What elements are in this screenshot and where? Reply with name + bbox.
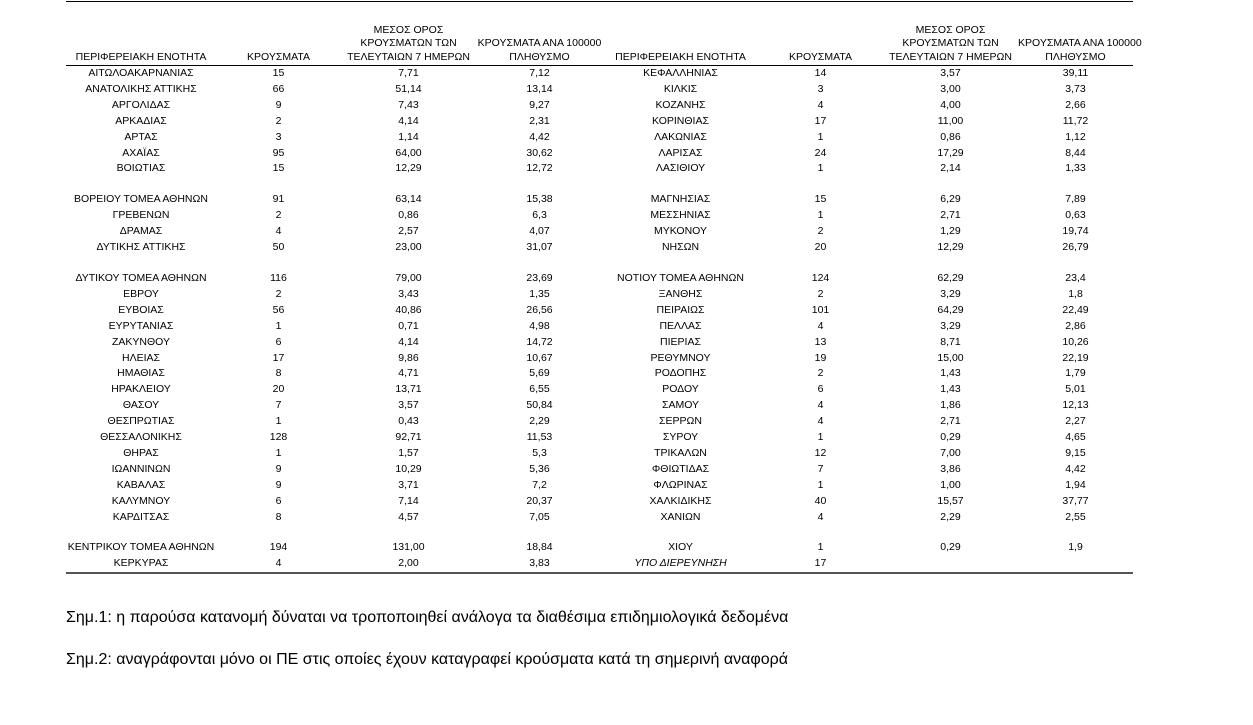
- table-row: [66, 130, 1133, 146]
- left-region-cell: ΑΧΑΪΑΣ: [122, 146, 160, 159]
- table-row: [66, 240, 1133, 256]
- left-per100k-cell: 2,29: [529, 415, 550, 428]
- table-row: [66, 192, 1133, 208]
- right-cases-cell: 2: [817, 367, 824, 380]
- left-per100k-cell: 31,07: [526, 241, 553, 254]
- right-per100k-cell: 1,12: [1065, 130, 1086, 143]
- header-cases-right: ΚΡΟΥΣΜΑΤΑ: [758, 2, 883, 66]
- right-region-cell: ΧΙΟΥ: [668, 541, 693, 554]
- left-region-cell: ΗΛΕΙΑΣ: [121, 351, 160, 364]
- right-region-cell: ΝΗΣΩΝ: [661, 241, 700, 254]
- right-per100k-cell: 0,63: [1065, 209, 1086, 222]
- table-row: [66, 414, 1133, 430]
- right-cases-cell: 101: [811, 303, 830, 316]
- right-region-cell: ΜΕΣΣΗΝΙΑΣ: [650, 209, 711, 222]
- left-per100k-cell: 15,38: [526, 193, 553, 206]
- right-avg7-cell: 3,29: [940, 319, 961, 332]
- right-avg7-cell: 1,00: [940, 478, 961, 491]
- left-per100k-cell: 20,37: [526, 494, 553, 507]
- left-per100k-cell: 5,69: [529, 367, 550, 380]
- right-avg7-cell: 1,43: [940, 367, 961, 380]
- header-per100k-right: ΚΡΟΥΣΜΑΤΑ ΑΝΑ 100000 ΠΛΗΘΥΣΜΟ: [1018, 2, 1133, 66]
- left-avg7-cell: 131,00: [392, 541, 425, 554]
- right-avg7-cell: 62,29: [937, 271, 964, 284]
- right-cases-cell: 4: [817, 510, 824, 523]
- left-region-cell: ΔΡΑΜΑΣ: [119, 225, 163, 238]
- right-region-cell: ΧΑΝΙΩΝ: [660, 510, 701, 523]
- right-avg7-cell: 0,86: [940, 130, 961, 143]
- left-per100k-cell: 7,05: [529, 510, 550, 523]
- left-cases-cell: 194: [269, 541, 288, 554]
- left-avg7-cell: 13,71: [395, 383, 422, 396]
- right-region-cell: ΣΥΡΟΥ: [662, 431, 699, 444]
- spacer-row: [66, 525, 1133, 540]
- left-per100k-cell: 10,67: [526, 351, 553, 364]
- table-row: [66, 161, 1133, 177]
- right-avg7-cell: [883, 556, 1018, 573]
- spacer-cell: [66, 256, 1133, 271]
- right-region-cell: ΥΠΟ ΔΙΕΡΕΥΝΗΣΗ: [634, 557, 727, 570]
- table-row: [66, 82, 1133, 98]
- left-region-cell: ΚΕΡΚΥΡΑΣ: [113, 557, 169, 570]
- spacer-row: [66, 177, 1133, 192]
- right-per100k-cell: 12,13: [1062, 399, 1089, 412]
- right-cases-cell: 24: [814, 146, 827, 159]
- left-per100k-cell: 14,72: [526, 335, 553, 348]
- right-avg7-cell: 4,00: [940, 98, 961, 111]
- right-cases-cell: 6: [817, 383, 824, 396]
- left-per100k-cell: 11,53: [526, 431, 553, 444]
- left-avg7-cell: 1,14: [398, 130, 419, 143]
- left-avg7-cell: 1,57: [398, 446, 419, 459]
- left-cases-cell: 6: [275, 494, 282, 507]
- right-per100k-cell: 26,79: [1062, 241, 1089, 254]
- left-region-cell: ΘΕΣΣΑΛΟΝΙΚΗΣ: [100, 431, 182, 444]
- right-cases-cell: 4: [817, 415, 824, 428]
- right-region-cell: ΡΕΘΥΜΝΟΥ: [650, 351, 711, 364]
- right-per100k-cell: 22,19: [1062, 351, 1089, 364]
- left-cases-cell: 7: [275, 399, 282, 412]
- header-region-right: ΠΕΡΙΦΕΡΕΙΑΚΗ ΕΝΟΤΗΤΑ: [603, 2, 758, 66]
- left-avg7-cell: 7,43: [398, 98, 419, 111]
- left-cases-cell: 128: [269, 431, 288, 444]
- right-per100k-cell: 8,44: [1065, 146, 1086, 159]
- right-region-cell: ΠΙΕΡΙΑΣ: [660, 335, 701, 348]
- right-region-cell: ΧΑΛΚΙΔΙΚΗΣ: [649, 494, 712, 507]
- spacer-cell: [66, 177, 1133, 192]
- table-row: [66, 382, 1133, 398]
- right-per100k-cell: 22,49: [1062, 303, 1089, 316]
- right-avg7-cell: 2,29: [940, 510, 961, 523]
- left-cases-cell: 2: [275, 114, 282, 127]
- table-row: [66, 287, 1133, 303]
- right-cases-cell: 1: [817, 541, 824, 554]
- right-per100k-cell: 23,4: [1065, 271, 1086, 284]
- right-per100k-cell: 10,26: [1062, 335, 1089, 348]
- right-cases-cell: 2: [817, 287, 824, 300]
- left-avg7-cell: 51,14: [395, 82, 422, 95]
- left-region-cell: ΕΥΒΟΙΑΣ: [118, 303, 164, 316]
- left-cases-cell: 91: [272, 193, 285, 206]
- right-avg7-cell: 0,29: [940, 431, 961, 444]
- left-avg7-cell: 0,86: [398, 209, 419, 222]
- table-row: [66, 208, 1133, 224]
- table-row: [66, 446, 1133, 462]
- left-per100k-cell: 4,07: [529, 225, 550, 238]
- right-avg7-cell: 2,71: [940, 415, 961, 428]
- table-row: [66, 478, 1133, 494]
- left-avg7-cell: 4,57: [398, 510, 419, 523]
- left-cases-cell: 95: [272, 146, 285, 159]
- table-row: [66, 146, 1133, 162]
- right-cases-cell: 1: [817, 162, 824, 175]
- regional-cases-table: [66, 1, 1142, 574]
- left-cases-cell: 1: [275, 415, 282, 428]
- left-per100k-cell: 3,83: [529, 557, 550, 570]
- right-avg7-cell: 17,29: [937, 146, 964, 159]
- left-region-cell: ΚΑΡΔΙΤΣΑΣ: [112, 510, 170, 523]
- left-per100k-cell: 4,42: [529, 130, 550, 143]
- right-avg7-cell: 1,29: [940, 225, 961, 238]
- left-per100k-cell: 6,55: [529, 383, 550, 396]
- left-cases-cell: 9: [275, 478, 282, 491]
- right-per100k-cell: 5,01: [1065, 383, 1086, 396]
- left-region-cell: ΚΕΝΤΡΙΚΟΥ ΤΟΜΕΑ ΑΘΗΝΩΝ: [67, 541, 215, 554]
- right-cases-cell: 4: [817, 98, 824, 111]
- left-region-cell: ΘΗΡΑΣ: [123, 446, 159, 459]
- left-region-cell: ΑΡΤΑΣ: [124, 130, 158, 143]
- right-avg7-cell: 15,00: [937, 351, 964, 364]
- left-region-cell: ΕΒΡΟΥ: [123, 287, 159, 300]
- left-cases-cell: 17: [272, 351, 285, 364]
- right-region-cell: ΚΟΖΑΝΗΣ: [655, 98, 706, 111]
- right-per100k-cell: 1,33: [1065, 162, 1086, 175]
- right-region-cell: ΡΟΔΟΠΗΣ: [654, 367, 707, 380]
- table-row: [66, 510, 1133, 526]
- left-per100k-cell: 18,84: [526, 541, 553, 554]
- left-region-cell: ΓΡΕΒΕΝΩΝ: [112, 209, 170, 222]
- right-per100k-cell: 1,9: [1068, 541, 1083, 554]
- right-avg7-cell: 3,86: [940, 462, 961, 475]
- table-row: [66, 319, 1133, 335]
- table-row: [66, 556, 1133, 573]
- right-avg7-cell: 3,00: [940, 82, 961, 95]
- table-row: [66, 351, 1133, 367]
- left-cases-cell: 8: [275, 367, 282, 380]
- left-region-cell: ΒΟΙΩΤΙΑΣ: [116, 162, 166, 175]
- left-per100k-cell: 7,2: [532, 478, 547, 491]
- right-per100k-cell: [1018, 556, 1133, 573]
- left-per100k-cell: 5,3: [532, 446, 547, 459]
- left-region-cell: ΑΡΓΟΛΙΔΑΣ: [111, 98, 171, 111]
- left-region-cell: ΑΝΑΤΟΛΙΚΗΣ ΑΤΤΙΚΗΣ: [85, 82, 197, 95]
- left-cases-cell: 15: [272, 162, 285, 175]
- table-row: [66, 398, 1133, 414]
- right-cases-cell: 1: [817, 478, 824, 491]
- left-avg7-cell: 0,71: [398, 319, 419, 332]
- right-cases-cell: 12: [814, 446, 827, 459]
- left-cases-cell: 6: [275, 335, 282, 348]
- left-cases-cell: 50: [272, 241, 285, 254]
- right-per100k-cell: 1,94: [1065, 478, 1086, 491]
- left-region-cell: ΒΟΡΕΙΟΥ ΤΟΜΕΑ ΑΘΗΝΩΝ: [74, 193, 208, 206]
- right-cases-cell: 14: [814, 67, 827, 79]
- right-per100k-cell: 11,72: [1062, 114, 1089, 127]
- left-avg7-cell: 64,00: [395, 146, 422, 159]
- footnote-1: Σημ.1: η παρούσα κατανομή δύναται να τροποποιηθεί ανάλογα τα διαθέσιμα επιδημιολογικά δεδομένα: [66, 609, 789, 626]
- left-cases-cell: 3: [275, 130, 282, 143]
- table-row: [66, 540, 1133, 556]
- left-avg7-cell: 7,14: [398, 494, 419, 507]
- right-per100k-cell: 7,89: [1065, 193, 1086, 206]
- right-cases-cell: 40: [814, 494, 827, 507]
- table-row: [66, 66, 1133, 82]
- right-avg7-cell: 1,86: [940, 399, 961, 412]
- left-per100k-cell: 9,27: [529, 98, 550, 111]
- left-cases-cell: 1: [275, 319, 282, 332]
- spacer-row: [66, 256, 1133, 271]
- table-row: [66, 271, 1133, 287]
- left-avg7-cell: 0,43: [398, 415, 419, 428]
- right-per100k-cell: 2,27: [1065, 415, 1086, 428]
- left-region-cell: ΖΑΚΥΝΘΟΥ: [111, 335, 170, 348]
- table-row: [66, 366, 1133, 382]
- left-region-cell: ΔΥΤΙΚΗΣ ΑΤΤΙΚΗΣ: [96, 241, 186, 254]
- header-region-left: ΠΕΡΙΦΕΡΕΙΑΚΗ ΕΝΟΤΗΤΑ: [66, 2, 216, 66]
- table-row: [66, 98, 1133, 114]
- left-region-cell: ΘΑΣΟΥ: [122, 399, 160, 412]
- header-cases-left: ΚΡΟΥΣΜΑΤΑ: [216, 2, 341, 66]
- left-avg7-cell: 4,14: [398, 114, 419, 127]
- left-per100k-cell: 7,12: [529, 67, 550, 79]
- left-cases-cell: 8: [275, 510, 282, 523]
- table-row: [66, 430, 1133, 446]
- left-per100k-cell: 30,62: [526, 146, 553, 159]
- right-avg7-cell: 12,29: [937, 241, 964, 254]
- table-header-row: [66, 2, 1133, 66]
- left-avg7-cell: 4,14: [398, 335, 419, 348]
- right-cases-cell: 20: [814, 241, 827, 254]
- left-cases-cell: 2: [275, 287, 282, 300]
- right-region-cell: ΞΑΝΘΗΣ: [658, 287, 703, 300]
- left-cases-cell: 9: [275, 462, 282, 475]
- header-avg7-left: ΜΕΣΟΣ ΟΡΟΣ ΚΡΟΥΣΜΑΤΩΝ ΤΩΝ ΤΕΛΕΥΤΑΙΩΝ 7 ΗΜΕΡΩΝ: [341, 2, 476, 66]
- footnote-2: Σημ.2: αναγράφονται μόνο οι ΠΕ στις οποίες έχουν καταγραφεί κρούσματα κατά τη σημερινή αναφορά: [66, 651, 788, 668]
- left-avg7-cell: 3,43: [398, 287, 419, 300]
- right-per100k-cell: 1,8: [1068, 287, 1083, 300]
- left-region-cell: ΚΑΒΑΛΑΣ: [116, 478, 166, 491]
- header-avg7-right: ΜΕΣΟΣ ΟΡΟΣ ΚΡΟΥΣΜΑΤΩΝ ΤΩΝ ΤΕΛΕΥΤΑΙΩΝ 7 ΗΜΕΡΩΝ: [883, 2, 1018, 66]
- left-avg7-cell: 23,00: [395, 241, 422, 254]
- left-per100k-cell: 6,3: [532, 209, 547, 222]
- right-region-cell: ΠΕΙΡΑΙΩΣ: [656, 303, 705, 316]
- table-body: [66, 66, 1133, 574]
- left-per100k-cell: 23,69: [526, 271, 553, 284]
- right-avg7-cell: 15,57: [937, 494, 964, 507]
- left-per100k-cell: 2,31: [529, 114, 550, 127]
- right-per100k-cell: 2,66: [1065, 98, 1086, 111]
- right-region-cell: ΦΘΙΩΤΙΔΑΣ: [651, 462, 710, 475]
- right-region-cell: ΜΥΚΟΝΟΥ: [653, 225, 707, 238]
- right-region-cell: ΛΑΡΙΣΑΣ: [658, 146, 703, 159]
- right-region-cell: ΚΕΦΑΛΛΗΝΙΑΣ: [643, 67, 718, 79]
- right-avg7-cell: 11,00: [937, 114, 964, 127]
- right-per100k-cell: 2,86: [1065, 319, 1086, 332]
- left-avg7-cell: 63,14: [395, 193, 422, 206]
- left-region-cell: ΑΙΤΩΛΟΑΚΑΡΝΑΝΙΑΣ: [88, 67, 194, 79]
- right-region-cell: ΚΟΡΙΝΘΙΑΣ: [652, 114, 709, 127]
- right-avg7-cell: 6,29: [940, 193, 961, 206]
- left-cases-cell: 56: [272, 303, 285, 316]
- right-per100k-cell: 39,11: [1062, 67, 1089, 79]
- right-region-cell: ΝΟΤΙΟΥ ΤΟΜΕΑ ΑΘΗΝΩΝ: [617, 271, 744, 284]
- left-region-cell: ΕΥΡΥΤΑΝΙΑΣ: [108, 319, 174, 332]
- left-region-cell: ΚΑΛΥΜΝΟΥ: [111, 494, 171, 507]
- left-avg7-cell: 3,57: [398, 399, 419, 412]
- left-cases-cell: 2: [275, 209, 282, 222]
- left-per100k-cell: 12,72: [526, 162, 553, 175]
- right-avg7-cell: 3,29: [940, 287, 961, 300]
- left-avg7-cell: 7,71: [398, 67, 419, 79]
- table-row: [66, 114, 1133, 130]
- left-region-cell: ΗΜΑΘΙΑΣ: [117, 367, 165, 380]
- right-per100k-cell: 2,55: [1065, 510, 1086, 523]
- left-per100k-cell: 1,35: [529, 287, 550, 300]
- right-cases-cell: 7: [817, 462, 824, 475]
- right-avg7-cell: 0,29: [940, 541, 961, 554]
- left-region-cell: ΔΥΤΙΚΟΥ ΤΟΜΕΑ ΑΘΗΝΩΝ: [75, 271, 207, 284]
- table-row: [66, 303, 1133, 319]
- right-per100k-cell: 19,74: [1062, 225, 1089, 238]
- left-avg7-cell: 10,29: [395, 462, 422, 475]
- right-region-cell: ΡΟΔΟΥ: [662, 383, 699, 396]
- right-region-cell: ΣΑΜΟΥ: [661, 399, 700, 412]
- right-cases-cell: 4: [817, 399, 824, 412]
- right-avg7-cell: 7,00: [940, 446, 961, 459]
- left-per100k-cell: 26,56: [526, 303, 553, 316]
- left-avg7-cell: 79,00: [395, 271, 422, 284]
- right-avg7-cell: 1,43: [940, 383, 961, 396]
- right-cases-cell: 1: [817, 431, 824, 444]
- right-region-cell: ΜΑΓΝΗΣΙΑΣ: [650, 193, 711, 206]
- left-avg7-cell: 12,29: [395, 162, 422, 175]
- left-region-cell: ΑΡΚΑΔΙΑΣ: [115, 114, 167, 127]
- left-cases-cell: 15: [272, 67, 285, 79]
- right-avg7-cell: 8,71: [940, 335, 961, 348]
- right-cases-cell: 13: [814, 335, 827, 348]
- table-row: [66, 462, 1133, 478]
- left-cases-cell: 1: [275, 446, 282, 459]
- right-per100k-cell: 9,15: [1065, 446, 1086, 459]
- right-cases-cell: 2: [817, 225, 824, 238]
- right-per100k-cell: 4,42: [1065, 462, 1086, 475]
- right-cases-cell: 15: [814, 193, 827, 206]
- left-cases-cell: 116: [270, 271, 287, 284]
- right-avg7-cell: 2,14: [940, 162, 961, 175]
- right-region-cell: ΚΙΛΚΙΣ: [663, 82, 698, 95]
- right-per100k-cell: 4,65: [1065, 431, 1086, 444]
- right-cases-cell: 1: [817, 130, 824, 143]
- right-region-cell: ΣΕΡΡΩΝ: [659, 415, 702, 428]
- right-cases-cell: 3: [817, 82, 824, 95]
- left-per100k-cell: 5,36: [529, 462, 550, 475]
- left-avg7-cell: 9,86: [398, 351, 419, 364]
- table-row: [66, 224, 1133, 240]
- right-cases-cell: 19: [814, 351, 827, 364]
- right-cases-cell: 4: [817, 319, 824, 332]
- right-avg7-cell: 3,57: [940, 67, 961, 79]
- right-cases-cell: 17: [814, 114, 827, 127]
- left-region-cell: ΙΩΑΝΝΙΝΩΝ: [111, 462, 171, 475]
- left-avg7-cell: 2,00: [398, 557, 419, 570]
- right-region-cell: ΛΑΣΙΘΙΟΥ: [655, 162, 706, 175]
- left-region-cell: ΗΡΑΚΛΕΙΟΥ: [111, 383, 171, 396]
- left-per100k-cell: 4,98: [529, 319, 550, 332]
- left-cases-cell: 20: [272, 383, 285, 396]
- right-per100k-cell: 37,77: [1062, 494, 1089, 507]
- right-region-cell: ΤΡΙΚΑΛΩΝ: [654, 446, 707, 459]
- left-cases-cell: 66: [272, 82, 285, 95]
- right-region-cell: ΠΕΛΛΑΣ: [659, 319, 702, 332]
- left-avg7-cell: 4,71: [398, 367, 419, 380]
- left-per100k-cell: 50,84: [526, 399, 553, 412]
- right-region-cell: ΦΛΩΡΙΝΑΣ: [653, 478, 708, 491]
- table-row: [66, 494, 1133, 510]
- left-avg7-cell: 92,71: [395, 431, 422, 444]
- right-region-cell: ΛΑΚΩΝΙΑΣ: [654, 130, 707, 143]
- left-avg7-cell: 2,57: [398, 225, 419, 238]
- table-row: [66, 335, 1133, 351]
- left-region-cell: ΘΕΣΠΡΩΤΙΑΣ: [107, 415, 175, 428]
- left-avg7-cell: 3,71: [398, 478, 419, 491]
- left-cases-cell: 4: [275, 225, 282, 238]
- right-per100k-cell: 3,73: [1065, 82, 1086, 95]
- right-cases-cell: 1: [817, 209, 824, 222]
- right-cases-cell: 124: [811, 271, 830, 284]
- header-per100k-left: ΚΡΟΥΣΜΑΤΑ ΑΝΑ 100000 ΠΛΗΘΥΣΜΟ: [476, 2, 603, 66]
- left-per100k-cell: 13,14: [526, 82, 553, 95]
- left-cases-cell: 9: [275, 98, 282, 111]
- right-avg7-cell: 64,29: [937, 303, 964, 316]
- left-avg7-cell: 40,86: [395, 303, 422, 316]
- left-cases-cell: 4: [275, 557, 282, 570]
- spacer-cell: [66, 525, 1133, 540]
- right-avg7-cell: 2,71: [940, 209, 961, 222]
- right-per100k-cell: 1,79: [1065, 367, 1086, 380]
- right-cases-cell: 17: [814, 557, 827, 570]
